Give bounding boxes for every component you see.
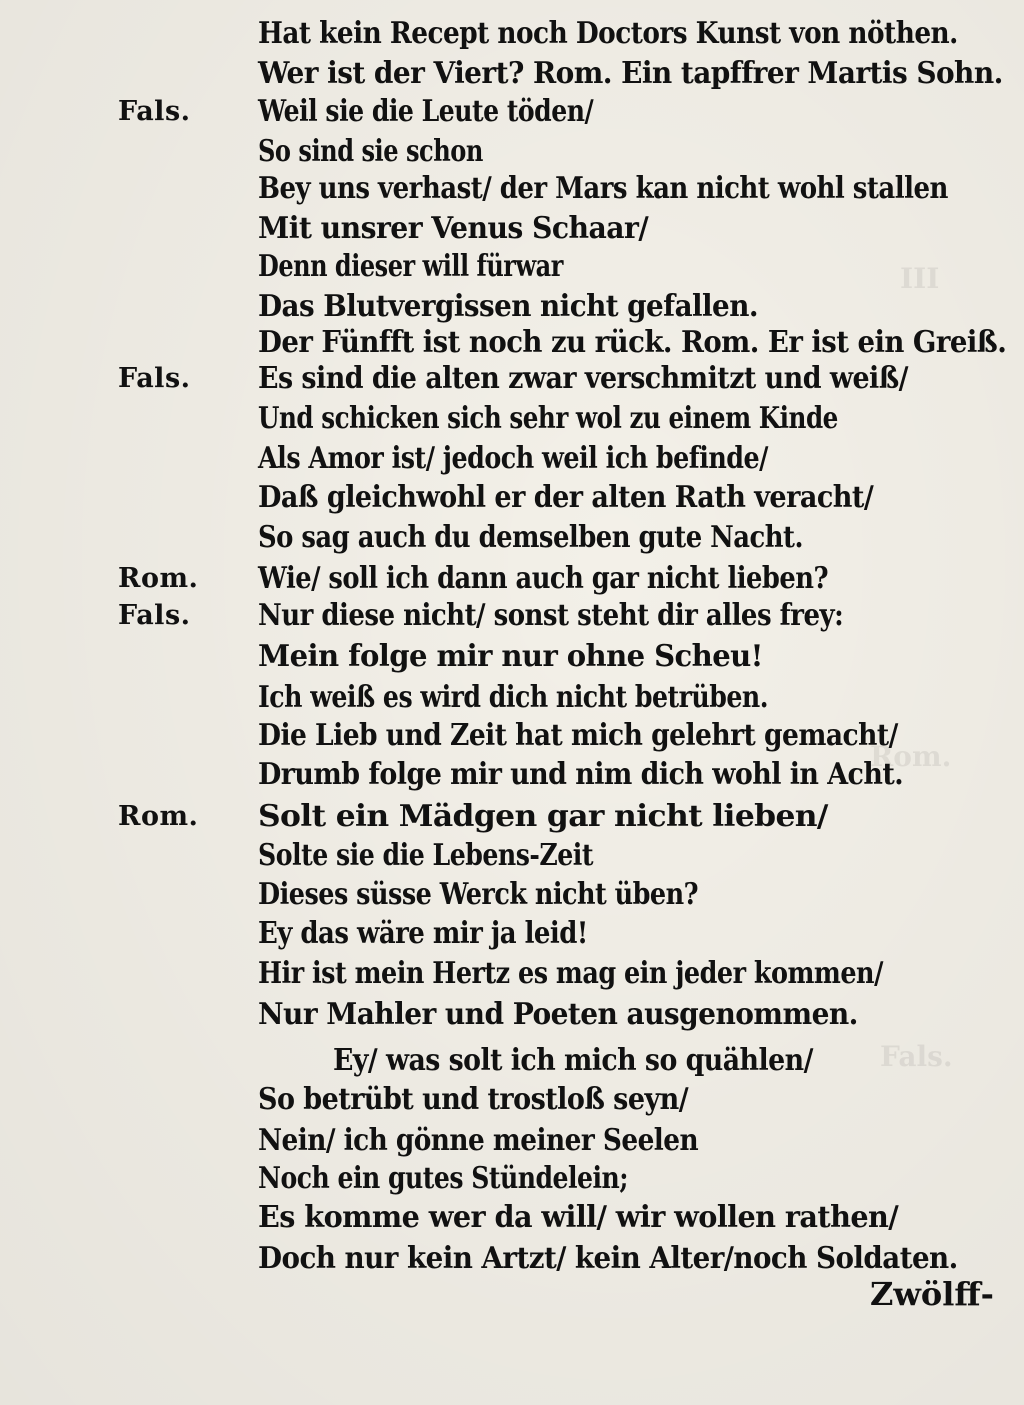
verse-line	[0, 997, 1024, 1037]
verse-text: Mein folge mir nur ohne Scheu!	[258, 639, 763, 674]
verse-line	[0, 1123, 1024, 1163]
verse-text: Ich weiß es wird dich nicht betrüben.	[258, 680, 768, 715]
verse-text: Denn dieser will fürwar	[258, 249, 563, 284]
verse-line	[0, 401, 1024, 441]
verse-line	[0, 211, 1024, 251]
bleed-through-text: Fals.	[880, 1040, 953, 1073]
verse-text: Nur diese nicht/ sonst steht dir alles frey:	[258, 598, 844, 633]
verse-line	[0, 480, 1024, 520]
verse-text: Noch ein gutes Stündelein;	[258, 1161, 629, 1196]
verse-line	[0, 598, 1024, 638]
verse-line	[0, 361, 1024, 401]
speaker-label: Rom.	[118, 563, 199, 594]
verse-line	[0, 916, 1024, 956]
verse-line	[0, 1200, 1024, 1240]
verse-text: So betrübt und trostloß seyn/	[258, 1082, 689, 1117]
verse-line	[0, 956, 1024, 996]
verse-line	[0, 56, 1024, 96]
verse-text: Mit unsrer Venus Schaar/	[258, 211, 649, 246]
speaker-label: Fals.	[118, 363, 191, 394]
verse-text: So sag auch du demselben gute Nacht.	[258, 520, 803, 555]
verse-text: Drumb folge mir und nim dich wohl in Acht.	[258, 757, 904, 792]
verse-line	[0, 94, 1024, 134]
catchword: Zwölff-	[870, 1275, 994, 1313]
verse-text: Es komme wer da will/ wir wollen rathen/	[258, 1200, 899, 1235]
verse-text: Dieses süsse Werck nicht üben?	[258, 877, 699, 912]
verse-text: Es sind die alten zwar verschmitzt und weiß/	[258, 361, 908, 396]
verse-text: Das Blutvergissen nicht gefallen.	[258, 289, 759, 324]
verse-text: Solte sie die Lebens-Zeit	[258, 838, 594, 873]
verse-text: Ey/ was solt ich mich so quählen/	[333, 1043, 813, 1078]
verse-line	[0, 441, 1024, 481]
verse-line	[0, 561, 1024, 601]
verse-line	[0, 838, 1024, 878]
verse-text: Die Lieb und Zeit hat mich gelehrt gemacht/	[258, 718, 898, 753]
verse-text: So sind sie schon	[258, 134, 483, 169]
verse-text: Hat kein Recept noch Doctors Kunst von nöthen.	[258, 16, 958, 51]
verse-line	[0, 1082, 1024, 1122]
verse-line	[0, 757, 1024, 797]
verse-text: Der Fünfft ist noch zu rück. Rom. Er ist ein Greiß.	[258, 325, 1007, 360]
speaker-label: Rom.	[118, 801, 199, 832]
verse-line	[0, 171, 1024, 211]
verse-line	[0, 639, 1024, 679]
verse-line	[0, 289, 1024, 329]
bleed-through-text: Rom.	[870, 740, 952, 773]
verse-text: Ey das wäre mir ja leid!	[258, 916, 588, 951]
verse-text: Wer ist der Viert? Rom. Ein tapffrer Martis Sohn.	[258, 56, 1003, 91]
verse-line	[0, 1161, 1024, 1201]
verse-text: Doch nur kein Artzt/ kein Alter/noch Soldaten.	[258, 1241, 958, 1276]
verse-text: Weil sie die Leute töden/	[258, 94, 594, 129]
verse-text: Solt ein Mädgen gar nicht lieben/	[258, 799, 828, 834]
verse-line	[0, 325, 1024, 365]
speaker-label: Fals.	[118, 96, 191, 127]
verse-text: Und schicken sich sehr wol zu einem Kinde	[258, 401, 838, 436]
verse-line	[0, 249, 1024, 289]
verse-text: Wie/ soll ich dann auch gar nicht lieben?	[258, 561, 829, 596]
verse-text: Als Amor ist/ jedoch weil ich befinde/	[258, 441, 768, 476]
bleed-through-text: III	[900, 262, 940, 295]
verse-text: Nur Mahler und Poeten ausgenommen.	[258, 997, 858, 1032]
verse-text: Daß gleichwohl er der alten Rath veracht/	[258, 480, 874, 515]
verse-line	[0, 877, 1024, 917]
verse-line	[0, 1043, 1024, 1083]
verse-line	[0, 134, 1024, 174]
verse-line	[0, 718, 1024, 758]
verse-text: Nein/ ich gönne meiner Seelen	[258, 1123, 699, 1158]
verse-line	[0, 16, 1024, 56]
verse-line	[0, 799, 1024, 839]
verse-line	[0, 520, 1024, 560]
verse-text: Bey uns verhast/ der Mars kan nicht wohl stallen	[258, 171, 948, 206]
verse-line	[0, 680, 1024, 720]
speaker-label: Fals.	[118, 600, 191, 631]
verse-text: Hir ist mein Hertz es mag ein jeder kommen/	[258, 956, 883, 991]
